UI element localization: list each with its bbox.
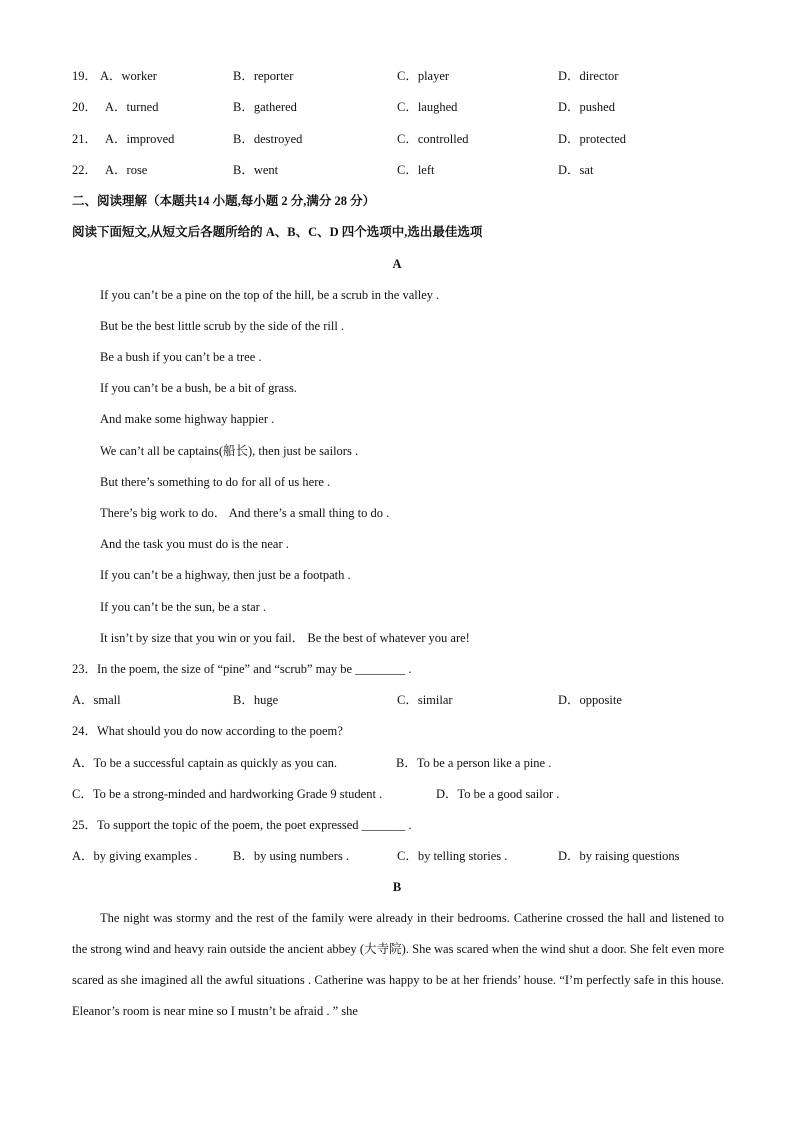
option-a: A．small bbox=[72, 693, 121, 707]
question-23-stem: 23．In the poem, the size of “pine” and “scrub” may be ________ . bbox=[72, 662, 412, 676]
question-24-stem: 24．What should you do now according to the poem? bbox=[72, 724, 343, 738]
option-d: D．pushed bbox=[558, 100, 615, 114]
section-title: 二、阅读理解（本题共14 小题,每小题 2 分,满分 28 分） bbox=[72, 194, 376, 208]
poem-line: If you can’t be a pine on the top of the hill, be a scrub in the valley . bbox=[100, 288, 440, 302]
option-d: D．sat bbox=[558, 163, 594, 177]
poem-line: If you can’t be a highway, then just be a footpath . bbox=[100, 568, 351, 582]
option-a: A．improved bbox=[105, 132, 175, 146]
option-d: D．director bbox=[558, 69, 619, 83]
poem-line: It isn’t by size that you win or you fail． Be the best of whatever you are! bbox=[100, 631, 470, 645]
option-a: A．To be a successful captain as quickly as you can. bbox=[72, 756, 338, 770]
passage-b-paragraph: The night was stormy and the rest of the family were already in their bedrooms. Catherine crossed the hall and listened to the strong wind and heavy rain outside the ancient abbey (大寺院). She was scared when the wind shut a door. She felt even more scared as she imagined all the awful situations . Catherine was happy to be at her friends’ house. “I’m perfectly safe in this house. Eleanor’s room is near mine so I mustn’t be afraid . ” she bbox=[72, 911, 724, 1018]
option-c: C．controlled bbox=[397, 132, 469, 146]
option-b: B．reporter bbox=[233, 69, 294, 83]
poem-line: But there’s something to do for all of us here . bbox=[100, 475, 331, 489]
option-d: D．opposite bbox=[558, 693, 622, 707]
option-d: D．by raising questions bbox=[558, 849, 680, 863]
option-d: D．protected bbox=[558, 132, 627, 146]
poem-line: But be the best little scrub by the side of the rill . bbox=[100, 319, 345, 333]
option-a: A．worker bbox=[100, 69, 157, 83]
passage-a-label: A bbox=[392, 257, 402, 271]
question-number: 19． bbox=[72, 69, 98, 83]
passage-b-label: B bbox=[392, 880, 402, 894]
option-b: B．To be a person like a pine . bbox=[396, 756, 552, 770]
poem-line: If you can’t be the sun, be a star . bbox=[100, 600, 267, 614]
poem-line: If you can’t be a bush, be a bit of grass. bbox=[100, 381, 297, 395]
poem-line: And make some highway happier . bbox=[100, 412, 275, 426]
option-c: C．left bbox=[397, 163, 435, 177]
option-c: C．player bbox=[397, 69, 450, 83]
question-number: 21． bbox=[72, 132, 98, 146]
option-d: D．To be a good sailor . bbox=[436, 787, 560, 801]
option-b: B．by using numbers . bbox=[233, 849, 349, 863]
option-c: C．To be a strong-minded and hardworking Grade 9 student . bbox=[72, 787, 383, 801]
poem-line: Be a bush if you can’t be a tree . bbox=[100, 350, 262, 364]
option-a: A．by giving examples . bbox=[72, 849, 198, 863]
poem-line: There’s big work to do． And there’s a small thing to do . bbox=[100, 506, 390, 520]
option-c: C．by telling stories . bbox=[397, 849, 508, 863]
question-number: 20． bbox=[72, 100, 98, 114]
option-c: C．similar bbox=[397, 693, 453, 707]
poem-line: And the task you must do is the near . bbox=[100, 537, 289, 551]
option-a: A．rose bbox=[105, 163, 148, 177]
section-instruction: 阅读下面短文,从短文后各题所给的 A、B、C、D 四个选项中,选出最佳选项 bbox=[72, 225, 483, 239]
option-a: A．turned bbox=[105, 100, 159, 114]
option-c: C．laughed bbox=[397, 100, 458, 114]
option-b: B．destroyed bbox=[233, 132, 303, 146]
option-b: B．went bbox=[233, 163, 279, 177]
question-number: 22． bbox=[72, 163, 98, 177]
question-25-stem: 25．To support the topic of the poem, the poet expressed _______ . bbox=[72, 818, 412, 832]
option-b: B．gathered bbox=[233, 100, 297, 114]
poem-line: We can’t all be captains(船长), then just be sailors . bbox=[100, 444, 359, 458]
option-b: B．huge bbox=[233, 693, 279, 707]
